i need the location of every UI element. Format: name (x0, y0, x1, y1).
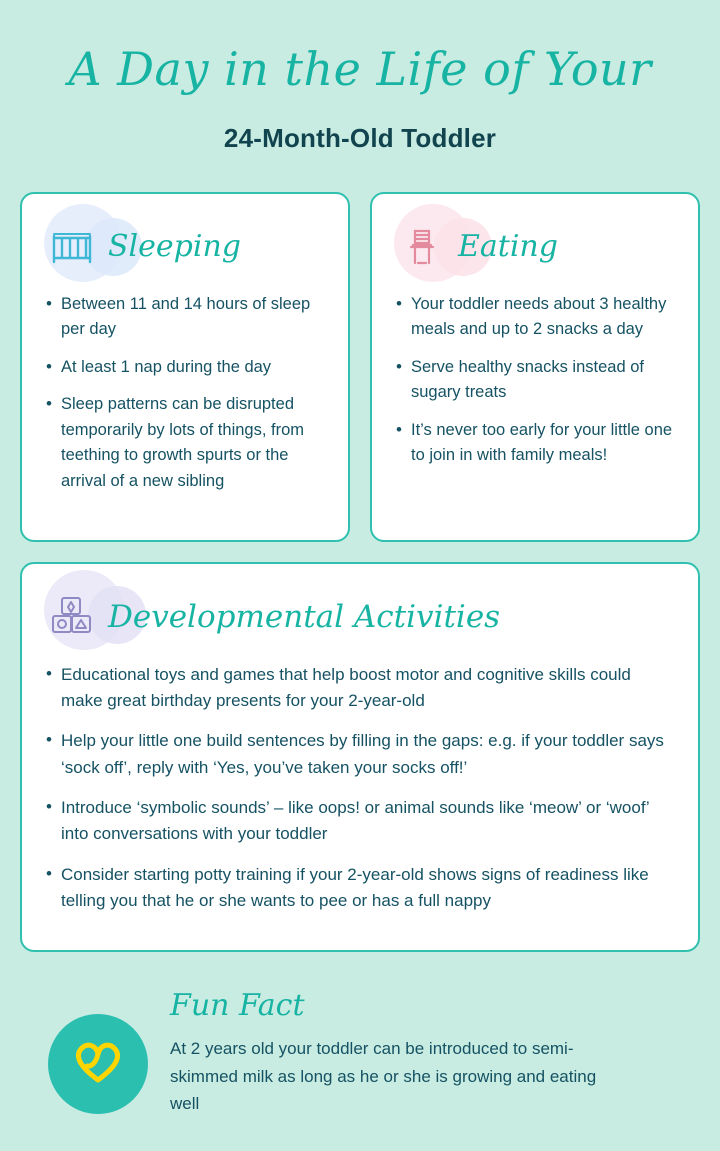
list-item: • Help your little one build sentences by filling in the gaps: e.g. if your toddler says ‘sock off’, reply with ‘Yes, you’ve taken your socks off!’ (46, 728, 676, 781)
bullet-list (394, 292, 676, 469)
bullet-list (44, 662, 676, 915)
card-title: Eating (458, 229, 558, 265)
page-subtitle: 24-Month-Old Toddler (223, 122, 497, 153)
crib-icon (50, 225, 94, 269)
card-eating (370, 192, 700, 542)
list-item: • Consider starting potty training if your 2-year-old shows signs of readiness like telling you that he or she wants to pee or has a full nappy (46, 862, 676, 915)
list-item: • It’s never too early for your little one to join in with family meals! (396, 418, 676, 469)
page-title-script: A Day in the Life of Your (68, 42, 652, 96)
building-blocks-icon (50, 595, 94, 639)
list-item: • Your toddler needs about 3 healthy meals and up to 2 snacks a day (396, 292, 676, 343)
list-item: • Serve healthy snacks instead of sugary treats (396, 355, 676, 406)
fun-fact-body (170, 984, 600, 1118)
heart-icon (69, 1036, 127, 1093)
list-item: • Between 11 and 14 hours of sleep per day (46, 292, 326, 343)
fun-fact-badge (48, 1014, 148, 1114)
list-item: • Introduce ‘symbolic sounds’ – like oops! or animal sounds like ‘meow’ or ‘woof’ into conversations with your toddler (46, 795, 676, 848)
card-title: Sleeping (108, 229, 241, 265)
card-title: Developmental Activities (108, 598, 501, 635)
high-chair-icon (400, 225, 444, 269)
bullet-list (44, 292, 326, 495)
cards-row (20, 192, 700, 542)
fun-fact-text: At 2 years old your toddler can be introduced to semi-skimmed milk as long as he or she is growing and eating well (170, 1039, 597, 1114)
card-sleeping (20, 192, 350, 542)
fun-fact-section (20, 984, 700, 1118)
card-developmental-activities (20, 562, 700, 953)
header (0, 0, 720, 154)
card-header (394, 212, 676, 282)
list-item: • At least 1 nap during the day (46, 355, 326, 381)
list-item: • Educational toys and games that help boost motor and cognitive skills could make great birthday presents for your 2-year-old (46, 662, 676, 715)
list-item: • Sleep patterns can be disrupted temporarily by lots of things, from teething to growth spurts or the arrival of a new sibling (46, 392, 326, 494)
card-header (44, 212, 326, 282)
card-header (44, 582, 676, 652)
fun-fact-title: Fun Fact (170, 988, 305, 1024)
